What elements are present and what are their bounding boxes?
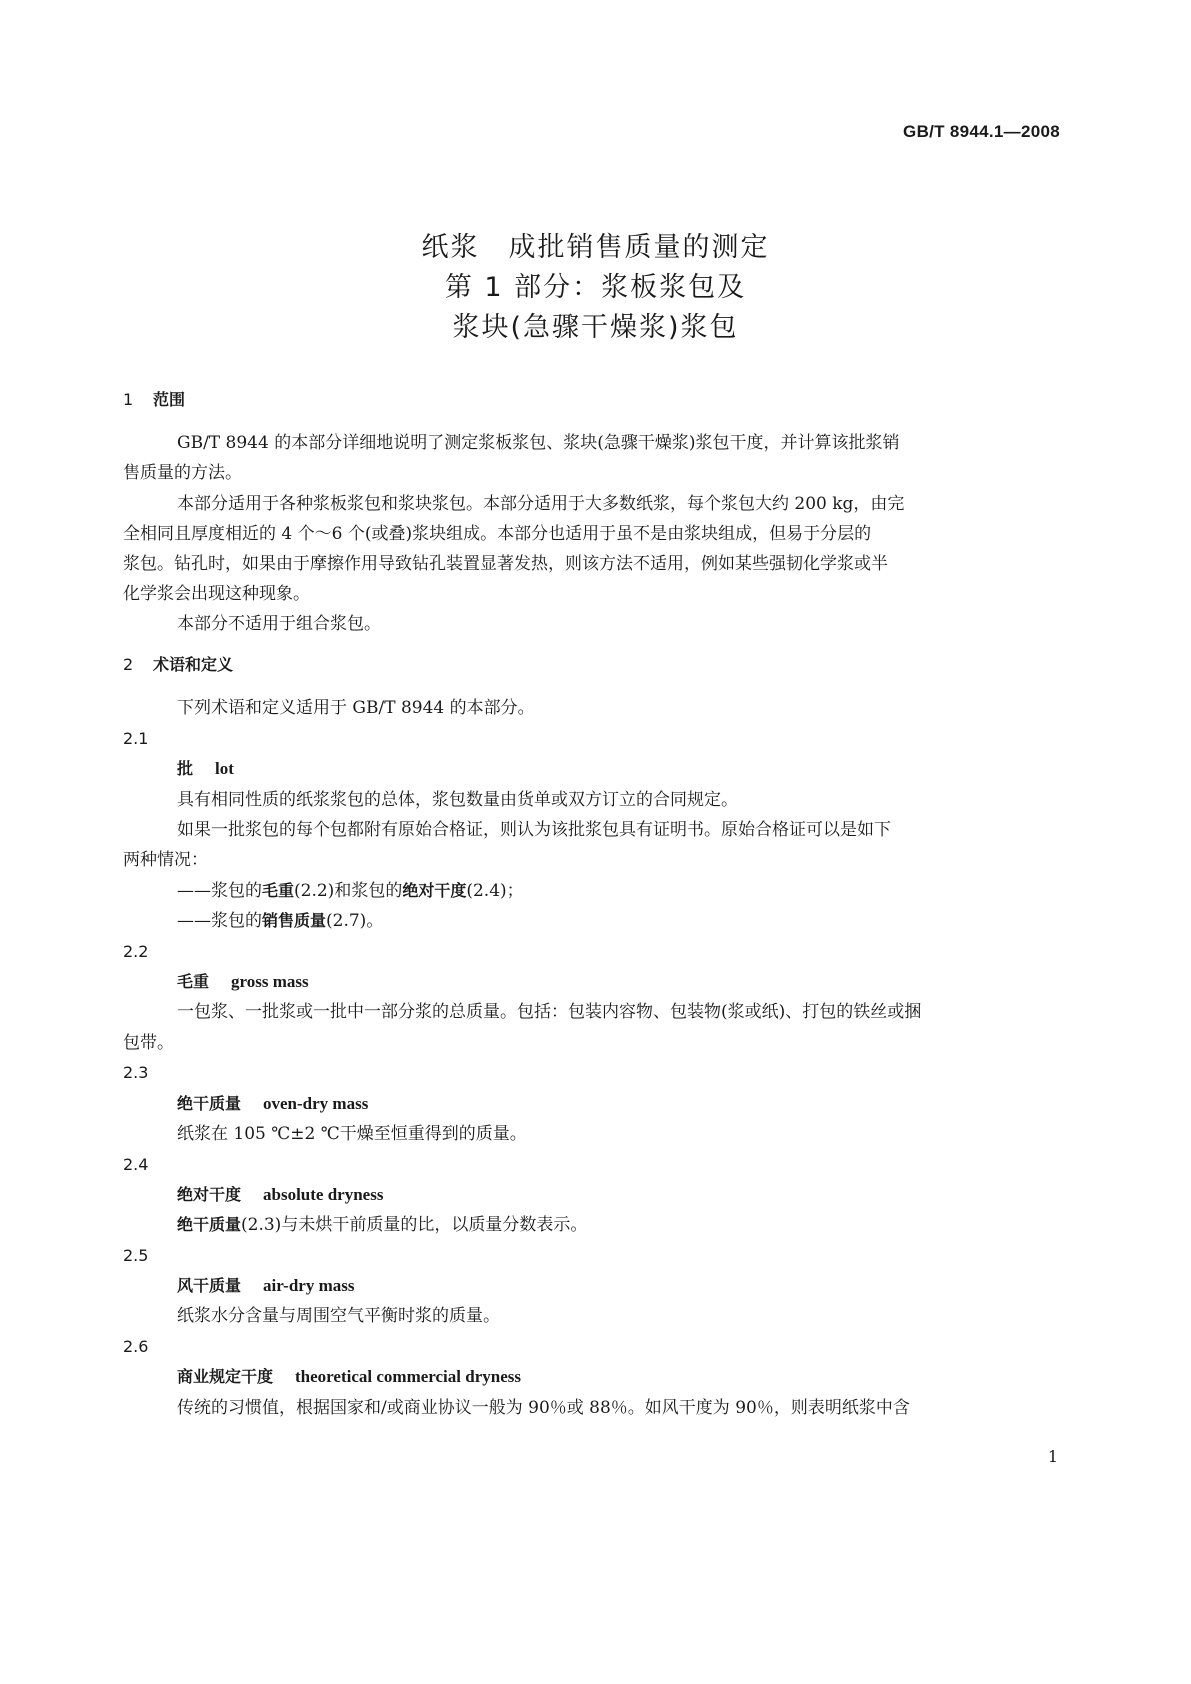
- term-en: theoretical commercial dryness: [295, 1367, 521, 1386]
- page-number: 1: [1047, 1447, 1058, 1466]
- paragraph-line: 浆包。钻孔时，如果由于摩擦作用导致钻孔装置显著发热，则该方法不适用，例如某些强韧化学浆或半: [123, 554, 888, 574]
- term-en: gross mass: [231, 972, 309, 991]
- term-en: air-dry mass: [263, 1276, 355, 1295]
- clause-number: 2.3: [123, 1063, 149, 1082]
- standard-code: GB/T 8944.1—2008: [903, 122, 1060, 141]
- title-line-3: 浆块(急骤干燥浆)浆包: [452, 312, 739, 343]
- list-item: [177, 907, 383, 935]
- term-reference: 绝对干度: [402, 881, 467, 900]
- term-heading: [177, 1181, 383, 1209]
- term-heading: [177, 968, 309, 996]
- paragraph-line: 化学浆会出现这种现象。: [123, 584, 310, 604]
- term-en: oven-dry mass: [263, 1094, 369, 1113]
- definition-line: 纸浆水分含量与周围空气平衡时浆的质量。: [177, 1306, 500, 1326]
- section-number: 1: [123, 390, 134, 409]
- paragraph-line: 售质量的方法。: [123, 463, 242, 483]
- term-zh: 毛重: [177, 972, 210, 991]
- list-text: (2.4)；: [466, 881, 524, 901]
- definition-line: 具有相同性质的纸浆浆包的总体，浆包数量由货单或双方订立的合同规定。: [177, 790, 738, 810]
- term-zh: 商业规定干度: [177, 1367, 274, 1386]
- clause-number: 2.2: [123, 942, 149, 961]
- paragraph-line: 本部分不适用于组合浆包。: [177, 614, 381, 634]
- paragraph-line: 本部分适用于各种浆板浆包和浆块浆包。本部分适用于大多数纸浆，每个浆包大约 200 kg，由完: [177, 494, 905, 514]
- term-heading: [177, 1090, 368, 1118]
- paragraph-line: 下列术语和定义适用于 GB/T 8944 的本部分。: [177, 698, 535, 718]
- term-en: absolute dryness: [263, 1185, 384, 1204]
- section-1-heading: [123, 386, 185, 414]
- term-heading: [177, 1363, 521, 1391]
- term-heading: [177, 755, 234, 783]
- term-reference: 毛重: [262, 881, 295, 900]
- definition-line: 包带。: [123, 1033, 174, 1053]
- section-title: 范围: [153, 390, 186, 409]
- paragraph-line: GB/T 8944 的本部分详细地说明了测定浆板浆包、浆块(急骤干燥浆)浆包干度，并计算该批浆销: [177, 433, 900, 453]
- definition-line: 一包浆、一批浆或一批中一部分浆的总质量。包括：包装内容物、包装物(浆或纸)、打包的铁丝或捆: [177, 1002, 922, 1022]
- list-text: (2.2)和浆包的: [294, 881, 403, 901]
- clause-number: 2.4: [123, 1155, 149, 1174]
- term-zh: 绝对干度: [177, 1185, 242, 1204]
- term-zh: 批: [177, 759, 194, 778]
- clause-number: 2.6: [123, 1337, 149, 1356]
- definition-line: 纸浆在 105 ℃±2 ℃干燥至恒重得到的质量。: [177, 1124, 527, 1144]
- section-title: 术语和定义: [153, 655, 234, 674]
- section-number: 2: [123, 655, 134, 674]
- clause-number: 2.5: [123, 1246, 149, 1265]
- definition-line: 传统的习惯值，根据国家和/或商业协议一般为 90％或 88％。如风干度为 90％，则表明纸浆中含: [177, 1398, 910, 1418]
- definition-line: [177, 1211, 587, 1239]
- term-reference: 绝干质量: [177, 1215, 242, 1234]
- title-line-1: 纸浆 成批销售质量的测定: [421, 232, 770, 263]
- definition-line: 两种情况：: [123, 850, 208, 870]
- document-title: [0, 228, 1191, 348]
- term-zh: 风干质量: [177, 1276, 242, 1295]
- term-reference: 销售质量: [262, 911, 327, 930]
- list-text: (2.7)。: [326, 911, 384, 931]
- term-heading: [177, 1272, 354, 1300]
- term-zh: 绝干质量: [177, 1094, 242, 1113]
- term-en: lot: [215, 759, 234, 778]
- list-text: ——浆包的: [177, 911, 262, 931]
- list-text: ——浆包的: [177, 881, 262, 901]
- section-2-heading: [123, 651, 233, 679]
- title-line-2: 第 1 部分：浆板浆包及: [444, 272, 747, 303]
- paragraph-line: 全相同且厚度相近的 4 个～6 个(或叠)浆块组成。本部分也适用于虽不是由浆块组成，但易于分层的: [123, 524, 872, 544]
- definition-text: (2.3)与未烘干前质量的比，以质量分数表示。: [241, 1215, 588, 1235]
- definition-line: 如果一批浆包的每个包都附有原始合格证，则认为该批浆包具有证明书。原始合格证可以是如下: [177, 820, 891, 840]
- list-item: [177, 877, 524, 905]
- clause-number: 2.1: [123, 729, 149, 748]
